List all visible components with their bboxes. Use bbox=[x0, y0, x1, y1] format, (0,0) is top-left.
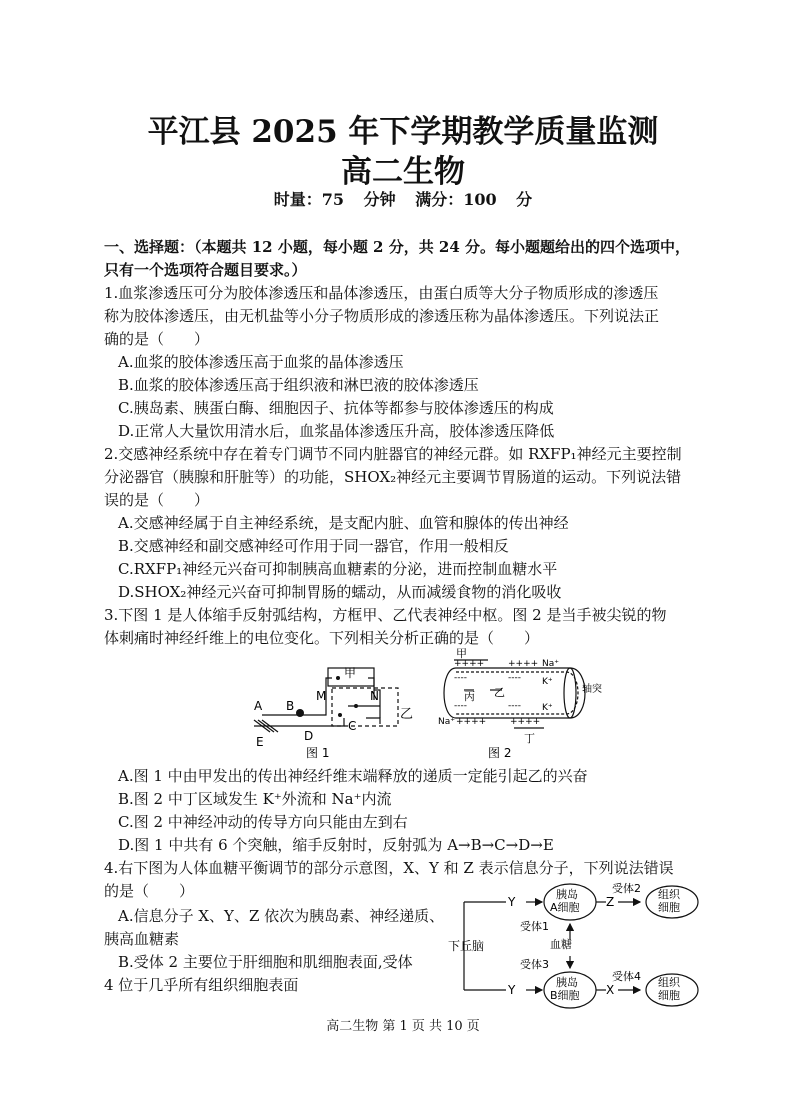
fig2-label-bing: 丙 bbox=[464, 690, 475, 703]
q3-stem: 3.下图 1 是人体缩手反射弧结构，方框甲、乙代表神经中枢。图 2 是当手被尖锐的物 bbox=[104, 606, 667, 624]
q4-option-a-cont: 胰高血糖素 bbox=[104, 930, 180, 948]
fig2-label-yi: 乙 bbox=[494, 686, 505, 699]
label-b: B bbox=[286, 699, 295, 713]
islet-b-cell-line2: B细胞 bbox=[550, 989, 580, 1002]
fig2-plus-bottom-right: ++++ bbox=[510, 717, 541, 727]
figure-2-caption: 图 2 bbox=[488, 746, 512, 760]
q1-stem: 确的是（ ） bbox=[104, 330, 210, 348]
fig2-k-top: K⁺ bbox=[542, 677, 553, 687]
subject-title: 高二生物 bbox=[341, 154, 465, 190]
q4-stem: 4.右下图为人体血糖平衡调节的部分示意图，X、Y 和 Z 表示信息分子，下列说法错误 bbox=[104, 859, 674, 877]
tissue-cell-bottom-line2: 细胞 bbox=[658, 989, 680, 1002]
section-heading: 一、选择题：（本题共 12 小题，每小题 2 分，共 24 分。每小题题给出的四个选项中， bbox=[104, 238, 691, 256]
q2-option-b: B.交感神经和副交感神经可作用于同一器官，作用一般相反 bbox=[118, 537, 509, 555]
q4-option-a: A.信息分子 X、Y、Z 依次为胰岛素、神经递质、 bbox=[118, 907, 445, 925]
fig2-k-bottom: K⁺ bbox=[542, 703, 553, 713]
q2-option-c: C.RXFP₁神经元兴奋可抑制胰高血糖素的分泌，进而控制血糖水平 bbox=[118, 560, 558, 578]
receptor-3-label: 受体3 bbox=[520, 958, 549, 971]
q2-stem: 误的是（ ） bbox=[104, 491, 210, 509]
q3-option-c: C.图 2 中神经冲动的传导方向只能由左到右 bbox=[118, 813, 408, 831]
blood-sugar-label: 血糖 bbox=[550, 938, 572, 951]
label-c: C bbox=[348, 719, 357, 733]
q4-option-b: B.受体 2 主要位于肝细胞和肌细胞表面,受体 bbox=[118, 953, 413, 971]
label-n: N bbox=[370, 689, 379, 703]
fig2-minus-top-left: ---- bbox=[454, 673, 467, 683]
q1-option-b: B.血浆的胶体渗透压高于组织液和淋巴液的胶体渗透压 bbox=[118, 376, 479, 394]
figure-1-caption: 图 1 bbox=[306, 746, 330, 760]
fig2-label-ding: 丁 bbox=[524, 732, 535, 745]
fig2-plus-bottom-left: ++++ bbox=[456, 717, 487, 727]
fig2-label-axon: 轴突 bbox=[582, 684, 602, 695]
receptor-1-label: 受体1 bbox=[520, 920, 549, 933]
islet-a-cell-line2: A细胞 bbox=[550, 901, 580, 914]
fig2-label-jia: 甲 bbox=[456, 647, 467, 660]
receptor-4-label: 受体4 bbox=[612, 970, 641, 983]
q3-option-a: A.图 1 中由甲发出的传出神经纤维末端释放的递质一定能引起乙的兴奋 bbox=[118, 767, 588, 785]
figure-1-reflex-arc bbox=[240, 660, 420, 760]
fig2-na-bottom: Na⁺ bbox=[438, 717, 455, 727]
label-e: E bbox=[256, 735, 264, 749]
q1-option-d: D.正常人大量饮用清水后，血浆晶体渗透压升高，胶体渗透压降低 bbox=[118, 422, 555, 440]
label-m: M bbox=[316, 689, 327, 703]
q1-stem: 称为胶体渗透压，由无机盐等小分子物质形成的渗透压称为晶体渗透压。下列说法正 bbox=[104, 307, 660, 325]
receptor-2-label: 受体2 bbox=[612, 882, 641, 895]
q3-option-d: D.图 1 中共有 6 个突触，缩手反射时，反射弧为 A→B→C→D→E bbox=[118, 836, 554, 854]
q4-stem: 的是（ ） bbox=[104, 882, 195, 900]
q1-stem: 1.血浆渗透压可分为胶体渗透压和晶体渗透压，由蛋白质等大分子物质形成的渗透压 bbox=[104, 284, 659, 302]
fig2-minus-top-right: ---- bbox=[508, 673, 521, 683]
islet-b-cell-line1: 胰岛 bbox=[556, 976, 578, 989]
label-d: D bbox=[304, 729, 314, 743]
label-yi: 乙 bbox=[400, 707, 414, 722]
islet-a-cell-line1: 胰岛 bbox=[556, 888, 578, 901]
tissue-cell-bottom-line1: 组织 bbox=[658, 976, 680, 989]
page-footer: 高二生物 第 1 页 共 10 页 bbox=[326, 1019, 480, 1034]
q4-option-b-cont: 4 位于几乎所有组织细胞表面 bbox=[104, 976, 299, 994]
q2-option-d: D.SHOX₂神经元兴奋可抑制胃肠的蠕动，从而减缓食物的消化吸收 bbox=[118, 583, 562, 601]
q2-stem: 2.交感神经系统中存在着专门调节不同内脏器官的神经元群。如 RXFP₁神经元主要控制 bbox=[104, 445, 682, 463]
tissue-cell-top-line2: 细胞 bbox=[658, 901, 680, 914]
fig2-plus-top-left: ++++ bbox=[454, 659, 485, 669]
figure-2-nerve-fiber bbox=[434, 644, 614, 762]
exam-meta: 时量：75 分钟 满分：100 分 bbox=[273, 190, 533, 209]
fig2-minus-bottom-right: ---- bbox=[508, 701, 521, 711]
q3-option-b: B.图 2 中丁区域发生 K⁺外流和 Na⁺内流 bbox=[118, 790, 392, 808]
fig2-na-top: Na⁺ bbox=[542, 659, 559, 669]
tissue-cell-top-line1: 组织 bbox=[658, 888, 680, 901]
figure-blood-sugar-regulation bbox=[446, 880, 726, 1010]
section-heading-cont: 只有一个选项符合题目要求。） bbox=[104, 261, 307, 279]
exam-title: 平江县 2025 年下学期教学质量监测 bbox=[147, 114, 659, 150]
signal-y-top: Y bbox=[508, 895, 516, 909]
fig2-minus-bottom-left: ---- bbox=[454, 701, 467, 711]
signal-y-bottom: Y bbox=[508, 983, 516, 997]
label-jia: 甲 bbox=[344, 666, 357, 680]
q1-option-a: A.血浆的胶体渗透压高于血浆的晶体渗透压 bbox=[118, 353, 404, 371]
q1-option-c: C.胰岛素、胰蛋白酶、细胞因子、抗体等都参与胶体渗透压的构成 bbox=[118, 399, 554, 417]
q2-stem: 分泌器官（胰腺和肝脏等）的功能，SHOX₂神经元主要调节胃肠道的运动。下列说法错 bbox=[104, 468, 682, 486]
q2-option-a: A.交感神经属于自主神经系统，是支配内脏、血管和腺体的传出神经 bbox=[118, 514, 569, 532]
fig2-plus-top-right: ++++ bbox=[508, 659, 539, 669]
neural-center-yi-box bbox=[332, 688, 398, 726]
signal-z: Z bbox=[606, 895, 615, 909]
signal-x: X bbox=[606, 983, 615, 997]
hypothalamus-label: 下丘脑 bbox=[448, 939, 485, 953]
label-a: A bbox=[254, 699, 263, 713]
q3-stem: 体刺痛时神经纤维上的电位变化。下列相关分析正确的是（ ） bbox=[104, 629, 540, 647]
